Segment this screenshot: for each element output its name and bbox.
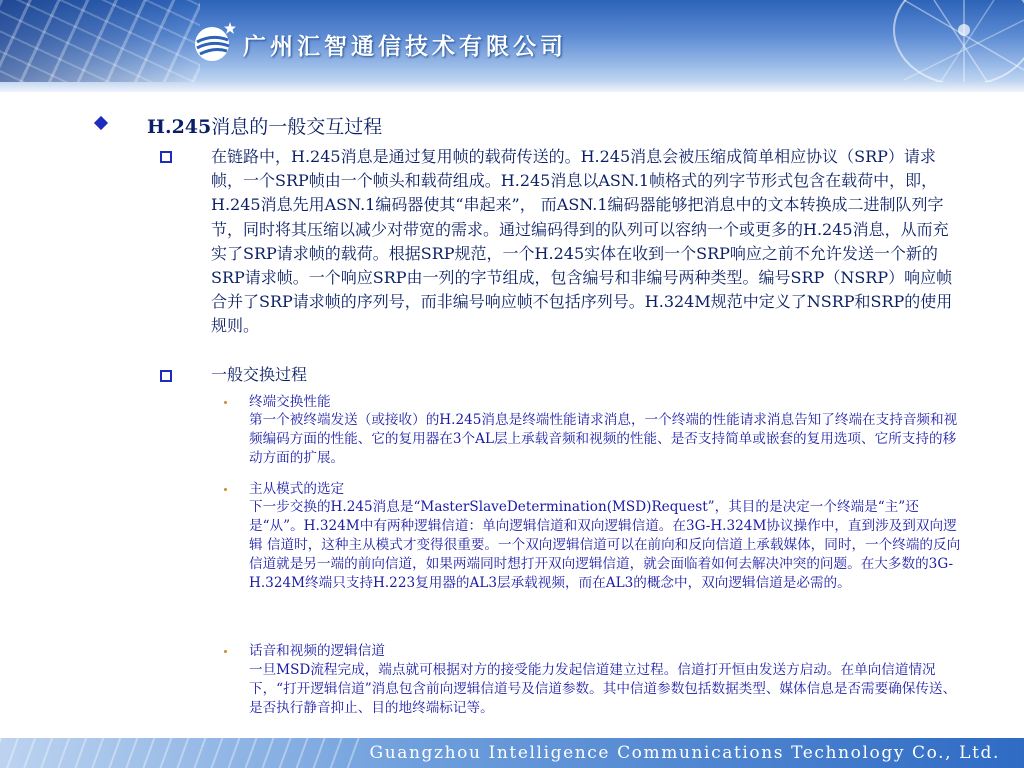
paragraph-srp-transport: 在链路中，H.245消息是通过复用帧的载荷传送的。H.245消息会被压缩成简单相应协议（SRP）请求帧，一个SRP帧由一个帧头和载荷组成。H.245消息以ASN.1帧格式的列字节形式包含在载荷中，即，H.245消息先用ASN.1编码器使其“串起来”， 而ASN.1编码器能够把消息中的文本转换成二进制队列字节，同时将其压缩以减少对带宽的需求。通过编码得到的队列可以容纳一个或更多的H.245消息，从而充实了SRP请求帧的载荷。根据SRP规范，一个H.245实体在收到一个SRP响应之前不允许发送一个新的SRP请求帧。一个响应SRP由一列的字节组成，包含编号和非编号两种类型。编号SRP（NSRP）响应帧合并了SRP请求帧的序列号，而非编号响应帧不包括序列号。H.324M规范中定义了NSRP和SRP的使用规则。 [211, 147, 953, 336]
section-title-prefix: H.245 [147, 116, 212, 138]
square-bullet-icon [160, 151, 172, 163]
section-title-rest: 消息的一般交互过程 [211, 116, 383, 138]
dot-bullet-icon [224, 488, 227, 491]
section-title [147, 112, 382, 139]
footer-banner [0, 738, 1024, 768]
item-title-terminal-capability: 终端交换性能 [249, 394, 331, 410]
item-title-master-slave: 主从模式的选定 [249, 481, 345, 497]
footer-company-english-name: Guangzhou Intelligence Communications Technology Co., Ltd. [369, 743, 1000, 763]
diamond-bullet-icon [94, 116, 108, 130]
item-body-terminal-capability: 第一个被终端发送（或接收）的H.245消息是终端性能请求消息，一个终端的性能请求消息告知了终端在支持音频和视频编码方面的性能、它的复用器在3个AL层上承载音频和视频的性能、是否支持简单或嵌套的复用选项、它所支持的移动方面的扩展。 [249, 412, 958, 467]
square-bullet-icon [160, 370, 172, 382]
item-body-logical-channels: 一旦MSD流程完成，端点就可根据对方的接受能力发起信道建立过程。信道打开恒由发送方启动。在单向信道情况下，“打开逻辑信道”消息包含前向逻辑信道号及信道参数。其中信道参数包括数据类型、媒体信息是否需要确保传送、是否执行静音抑止、目的地终端标记等。 [249, 662, 957, 717]
company-name: 广州汇智通信技术有限公司 [243, 34, 567, 60]
footer-keyboard-graphic [0, 738, 360, 768]
item-title-logical-channels: 话音和视频的逻辑信道 [249, 643, 385, 659]
subsection-title-general-exchange: 一般交换过程 [211, 365, 308, 384]
item-body-master-slave: 下一步交换的H.245消息是“MasterSlaveDetermination(MSD)Request”，其目的是决定一个终端是“主”还是“从”。H.324M中有两种逻辑信道：单向逻辑信道和双向逻辑信道。在3G-H.324M协议操作中，直到涉及到双向逻辑 信道时，这种主从模式才变得很重要。一个双向逻辑信道可以在前向和反向信道上承载媒体，同时，一个终端的反向信道就是另一端的前向信道，如果两端同时想打开双向逻辑信道，就会面临着如何去解决冲突的问题。在大多数的3G-H.324M终端只支持H.223复用器的AL3层承载视频，而在AL3的概念中，双向逻辑信道是必需的。 [249, 499, 961, 592]
dot-bullet-icon [224, 650, 227, 653]
dot-bullet-icon [224, 401, 227, 404]
